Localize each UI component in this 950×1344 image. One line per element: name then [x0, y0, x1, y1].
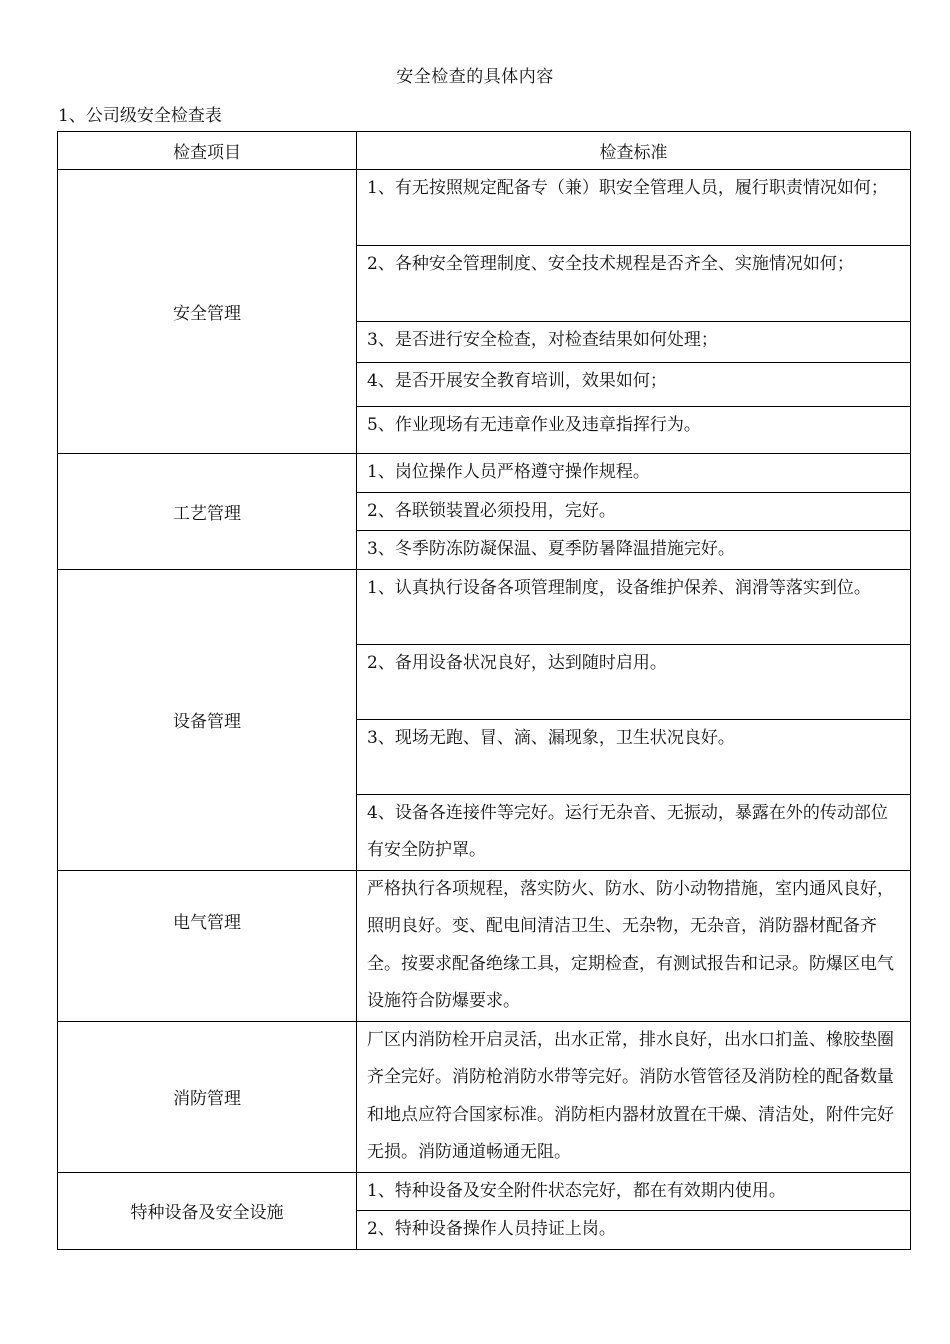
table-row [58, 569, 911, 644]
table-header-row [58, 132, 911, 170]
standard-cell: 严格执行各项规程，落实防火、防水、防小动物措施，室内通风良好，照明良好。变、配电间清洁卫生、无杂物，无杂音，消防器材配备齐全。按要求配备绝缘工具，定期检查，有测试报告和记录。防爆区电气设施符合防爆要求。 [357, 870, 911, 1021]
standard-cell: 4、设备各连接件等完好。运行无杂音、无振动，暴露在外的传动部位有安全防护罩。 [357, 794, 911, 870]
table-row [58, 454, 911, 493]
header-check-standard: 检查标准 [357, 132, 911, 170]
standard-cell: 1、特种设备及安全附件状态完好，都在有效期内使用。 [357, 1172, 911, 1211]
item-equipment-management: 设备管理 [58, 569, 357, 870]
standard-cell: 2、各联锁装置必须投用，完好。 [357, 492, 911, 531]
document-title: 安全检查的具体内容 [396, 67, 554, 87]
standard-cell: 2、各种安全管理制度、安全技术规程是否齐全、实施情况如何； [357, 246, 911, 322]
standard-cell: 厂区内消防栓开启灵活，出水正常，排水良好，出水口扪盖、橡胶垫圈齐全完好。消防枪消防水带等完好。消防水管管径及消防栓的配备数量和地点应符合国家标准。消防柜内器材放置在干燥、清洁处，附件完好无损。消防通道畅通无阻。 [357, 1021, 911, 1172]
table-row [58, 870, 911, 1021]
standard-cell: 4、是否开展安全教育培训，效果如何； [357, 363, 911, 407]
table-row [58, 1021, 911, 1172]
item-safety-management: 安全管理 [58, 170, 357, 454]
standard-cell: 5、作业现场有无违章作业及违章指挥行为。 [357, 407, 911, 454]
standard-cell: 1、岗位操作人员严格遵守操作规程。 [357, 454, 911, 493]
standard-cell: 3、是否进行安全检查，对检查结果如何处理； [357, 322, 911, 363]
item-special-equipment: 特种设备及安全设施 [58, 1172, 357, 1249]
standard-cell: 3、现场无跑、冒、滴、漏现象，卫生状况良好。 [357, 719, 911, 794]
standard-cell: 1、认真执行设备各项管理制度，设备维护保养、润滑等落实到位。 [357, 569, 911, 644]
item-electrical-management: 电气管理 [58, 870, 357, 1021]
safety-check-table [57, 131, 911, 1250]
standard-cell: 2、特种设备操作人员持证上岗。 [357, 1211, 911, 1250]
item-fire-management: 消防管理 [58, 1021, 357, 1172]
header-check-item: 检查项目 [58, 132, 357, 170]
item-process-management: 工艺管理 [58, 454, 357, 570]
standard-cell: 3、冬季防冻防凝保温、夏季防暑降温措施完好。 [357, 531, 911, 570]
table-row [58, 170, 911, 246]
section-heading: 1、公司级安全检查表 [58, 106, 222, 126]
standard-cell: 1、有无按照规定配备专（兼）职安全管理人员，履行职责情况如何； [357, 170, 911, 246]
table-row [58, 1172, 911, 1211]
standard-cell: 2、备用设备状况良好，达到随时启用。 [357, 644, 911, 719]
